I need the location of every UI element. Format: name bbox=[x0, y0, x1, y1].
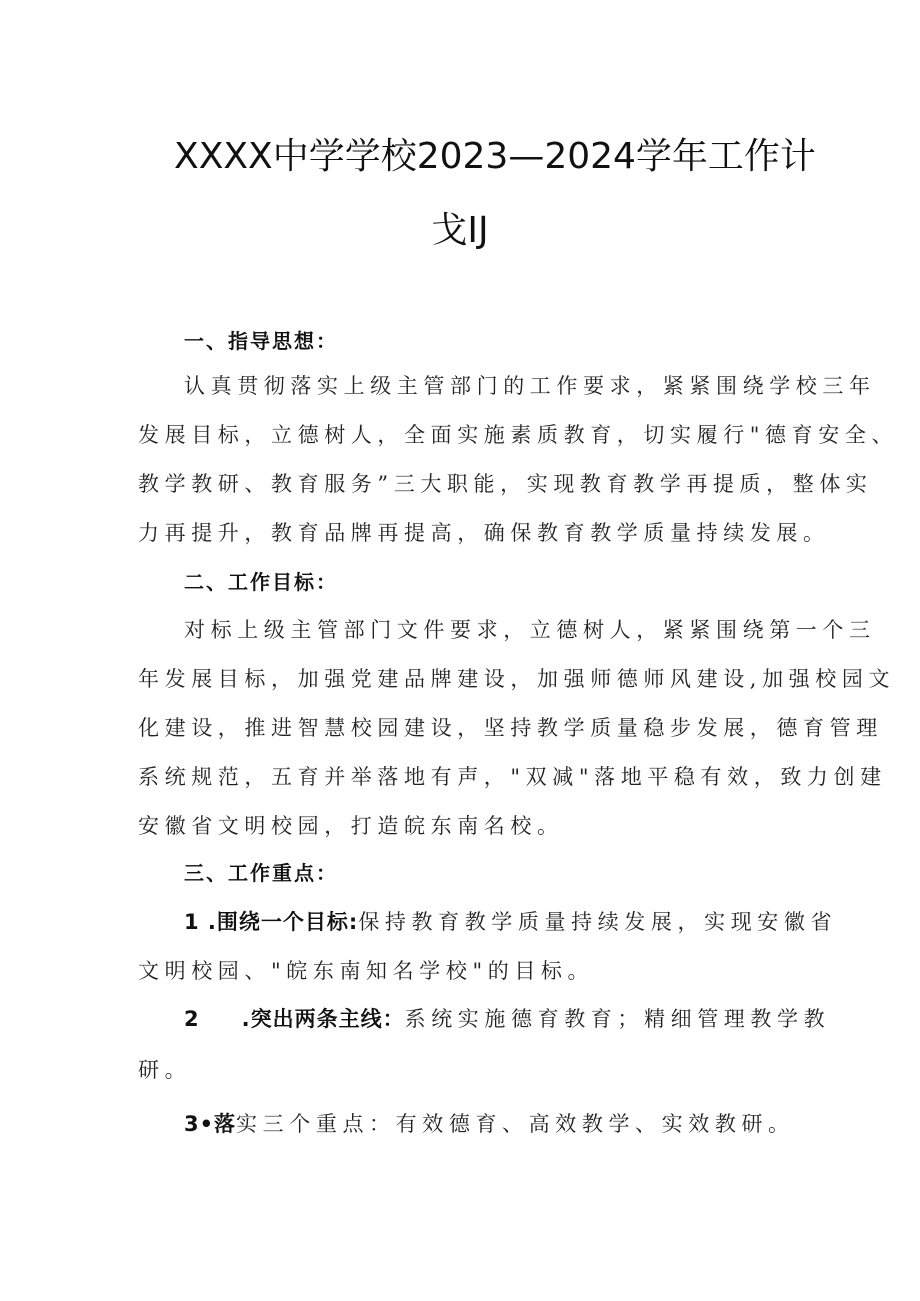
paragraph-line: 力再提升，教育品牌再提高，确保教育教学质量持续发展。 bbox=[138, 521, 830, 545]
point-2-continuation: 研。 bbox=[138, 1058, 192, 1082]
point-1-continuation: 文明校园、"皖东南知名学校"的目标。 bbox=[138, 959, 595, 983]
section-heading-work-goals: 二、工作目标： bbox=[184, 570, 338, 594]
document-title-line-1: XXXX中学学校2023—2024学年工作计 bbox=[174, 136, 816, 177]
point-1-label: 1 .围绕一个目标: bbox=[184, 910, 359, 934]
point-3-label: 3•落 bbox=[184, 1112, 237, 1136]
point-2-label: .突出两条主线： bbox=[241, 1007, 405, 1031]
paragraph-line: 安徽省文明校园，打造皖东南名校。 bbox=[138, 814, 564, 838]
paragraph-line: 认真贯彻落实上级主管部门的工作要求，紧紧围绕学校三年 bbox=[184, 374, 876, 398]
paragraph-line: 系统规范，五育并举落地有声，"双减"落地平稳有效，致力创建 bbox=[138, 765, 887, 789]
paragraph-line: 年发展目标，加强党建品牌建设，加强师德师风建设,加强校园文 bbox=[138, 667, 896, 691]
document-title-line-2: 戈IJ bbox=[431, 210, 489, 251]
point-3 bbox=[184, 1108, 795, 1138]
point-2 bbox=[184, 1003, 830, 1033]
paragraph-line: 对标上级主管部门文件要求，立德树人，紧紧围绕第一个三 bbox=[184, 618, 876, 642]
section-heading-work-focus: 三、工作重点： bbox=[184, 861, 338, 885]
point-3-text: 实三个重点：有效德育、高效教学、实效教研。 bbox=[236, 1112, 795, 1136]
paragraph-line: 化建设，推进智慧校园建设，坚持教学质量稳步发展，德育管理 bbox=[138, 716, 883, 740]
point-2-text: 系统实施德育教育；精细管理教学教 bbox=[404, 1007, 831, 1031]
point-2-number: 2 bbox=[184, 1007, 200, 1031]
point-1 bbox=[184, 906, 837, 936]
paragraph-line: 发展目标，立德树人，全面实施素质教育，切实履行"德育安全、 bbox=[138, 423, 899, 447]
point-1-text: 保持教育教学质量持续发展，实现安徽省 bbox=[358, 910, 838, 934]
section-heading-guiding-ideology: 一、指导思想： bbox=[184, 329, 338, 353]
paragraph-line: 教学教研、教育服务”三大职能，实现教育教学再提质，整体实 bbox=[138, 472, 873, 496]
